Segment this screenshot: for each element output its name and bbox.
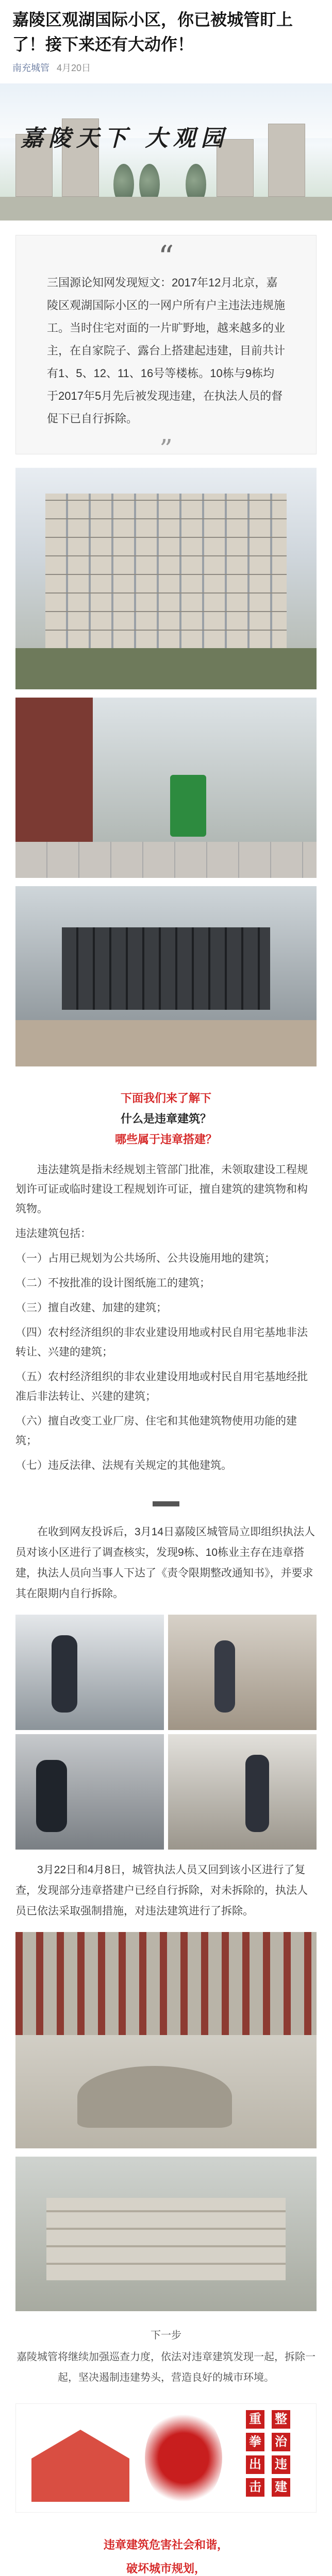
poster-tag: 治	[272, 2433, 290, 2451]
story1-text: 在收到网友投诉后，3月14日嘉陵区城管局立即组织执法人员对该小区进行了调查核实，发现9栋、10栋业主存在违章搭建，执法人员向当事人下达了《责令限期整改通知书》，并要求其在限期内自行拆除。	[15, 1526, 316, 1600]
photo-grid	[15, 1615, 317, 1850]
intro-quote-box	[15, 235, 317, 464]
quote-open-icon: “	[158, 239, 174, 275]
definition-item: （七）违反法律、法规有关规定的其他建筑。	[15, 1460, 232, 1471]
definition-item: （四）农村经济组织的非农业建设用地或村民自用宅基地非法转让、兴建的建筑；	[15, 1327, 308, 1358]
photo-residential-building	[15, 468, 317, 689]
photo-officer-1	[15, 1615, 164, 1730]
headline-block	[0, 1075, 332, 1155]
section-divider	[0, 1486, 332, 1512]
photo-courtyard	[15, 698, 317, 878]
intro-section	[0, 221, 332, 464]
slogan-line: 违章建筑危害社会和谐，	[103, 2538, 228, 2551]
next-step-title: 下一步	[151, 2330, 181, 2341]
definition-paragraph: 违法建筑是指未经规划主管部门批准，未领取建设工程规划许可证或临时建设工程规划许可证，擅自建筑的建筑物和构筑物。	[15, 1164, 308, 1215]
definition-intro: 违法建筑包括：	[15, 1228, 91, 1240]
definition-item: （二）不按批准的设计图纸施工的建筑；	[15, 1277, 210, 1289]
photo-officer-3	[15, 1734, 164, 1850]
photo-rooftop-structure	[15, 886, 317, 1066]
banner-image	[0, 83, 332, 221]
intro-text: 三国源论知网发现短文：2017年12月北京，嘉陵区观湖国际小区的一网户所有户主违法违规施工。当时住宅对面的一片旷野地，越来越多的业主，在自家院子、露台上搭建起违建，目前共计有1、5、12、11、16号等楼栋。10栋与9栋均于2017年5月先后被发现违建，在执法人员的督促下已自行拆除。	[47, 276, 286, 425]
photo-cleared-area	[15, 2157, 317, 2311]
definition-item: （五）农村经济组织的非农业建设用地或村民自用宅基地经批准后非法转让、兴建的建筑；	[15, 1371, 308, 1402]
slogan-line: 破坏城市规划，	[126, 2562, 206, 2575]
banner-calligraphy: 嘉陵天下 大观园	[21, 125, 229, 151]
headline-line1: 下面我们来了解下	[120, 1092, 211, 1105]
headline-line3: 哪些属于违章搭建？	[114, 1133, 217, 1146]
source-link[interactable]: 南充城管	[12, 63, 49, 73]
article-meta	[0, 59, 332, 83]
fist-splash-graphic	[145, 2409, 222, 2507]
poster-tag: 击	[246, 2478, 264, 2497]
poster-tag: 建	[272, 2478, 290, 2497]
photo-officer-2	[168, 1615, 317, 1730]
definition-item: （一）占用已规划为公共场所、公共设施用地的建筑；	[15, 1252, 275, 1264]
article-title: 嘉陵区观湖国际小区，你已被城管盯上了！接下来还有大动作！	[12, 10, 293, 54]
poster-tag: 重	[246, 2410, 264, 2429]
poster-tag: 整	[272, 2410, 290, 2429]
next-step-text: 嘉陵城管将继续加强巡查力度，依法对违章建筑发现一起，拆除一起，坚决遏制违建势头，营造良好的城市环境。	[16, 2351, 316, 2383]
photo-demolition	[15, 1932, 317, 2148]
poster-tag: 违	[272, 2455, 290, 2474]
definition-item: （三）擅自改建、加建的建筑；	[15, 1302, 167, 1314]
publish-date: 4月20日	[57, 63, 91, 73]
poster-tag: 拳	[246, 2433, 264, 2451]
story2-text: 3月22日和4月8日，城管执法人员又回到该小区进行了复查，发现部分违章搭建户已经自行拆除，对未拆除的，执法人员已依法采取强制措施，对违法建筑进行了拆除。	[15, 1864, 308, 1917]
poster-tag: 出	[246, 2455, 264, 2474]
definition-item: （六）擅自改变工业厂房、住宅和其他建筑物使用功能的建筑；	[15, 1415, 297, 1447]
house-graphic	[31, 2430, 129, 2502]
headline-line2: 什么是违章建筑？	[120, 1112, 211, 1125]
quote-close-icon: ”	[159, 434, 173, 464]
definition-section	[0, 1155, 332, 1486]
slogan-block	[0, 2523, 332, 2576]
campaign-poster	[15, 2403, 317, 2513]
article-header	[0, 0, 332, 59]
photo-officer-4	[168, 1734, 317, 1850]
